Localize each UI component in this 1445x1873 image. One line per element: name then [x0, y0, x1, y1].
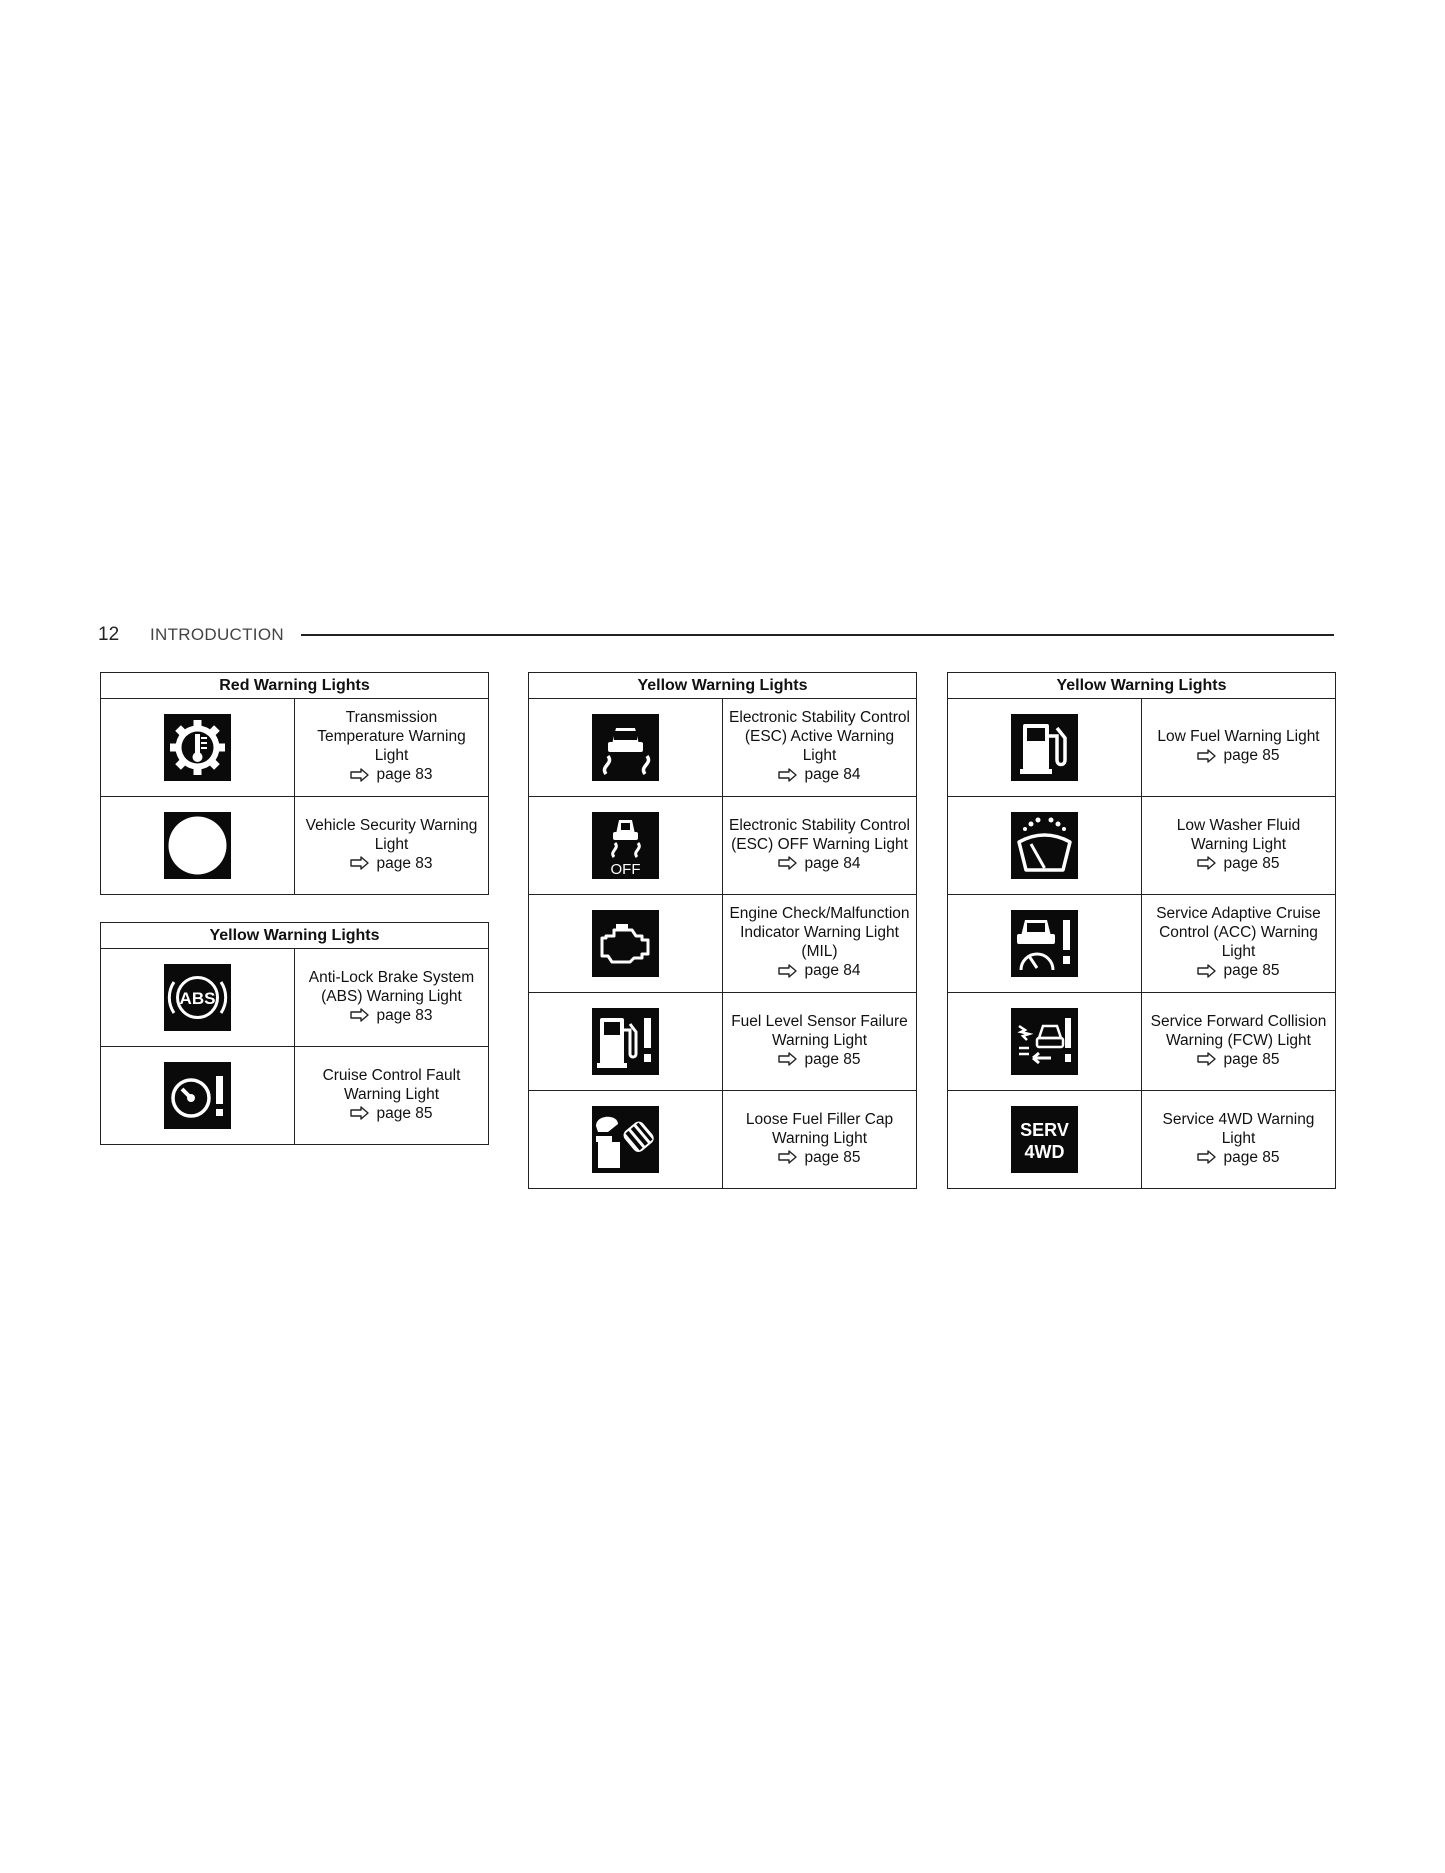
page-reference-text: page 83	[376, 1006, 433, 1024]
page-reference-text: page 85	[1223, 1148, 1280, 1166]
arrow-right-icon	[778, 1052, 798, 1066]
vehicle-security-icon	[164, 812, 231, 879]
table-row	[948, 993, 1336, 1091]
loose-fuel-cap-icon	[592, 1106, 659, 1173]
page-reference-text: page 83	[376, 854, 433, 872]
low-washer-fluid-icon	[1011, 812, 1078, 879]
page-reference-text: page 84	[804, 854, 861, 872]
esc-off-icon-text: OFF	[610, 861, 641, 878]
warning-light-label: Fuel Level Sensor Failure Warning Light	[731, 1012, 908, 1049]
page-header	[98, 622, 1334, 650]
page-reference-text: page 85	[1223, 747, 1280, 765]
page-reference-link[interactable]	[1197, 961, 1279, 980]
table-row	[101, 949, 489, 1047]
arrow-right-icon	[778, 856, 798, 870]
table-row	[948, 1091, 1336, 1189]
table-title: Yellow Warning Lights	[101, 923, 489, 949]
warning-light-label: Engine Check/Malfunction Indicator Warning Light (MIL)	[729, 905, 910, 961]
service-4wd-icon-serv: SERV	[1020, 1120, 1069, 1140]
cruise-control-fault-icon	[164, 1062, 231, 1129]
page-reference-link[interactable]	[1197, 1050, 1279, 1069]
transmission-temperature-icon	[164, 714, 231, 781]
arrow-right-icon	[1197, 749, 1217, 763]
arrow-right-icon	[1197, 856, 1217, 870]
warning-light-label: Anti-Lock Brake System (ABS) Warning Light	[308, 968, 475, 1005]
warning-light-label: Low Washer Fluid Warning Light	[1176, 816, 1301, 853]
arrow-right-icon	[1197, 964, 1217, 978]
table-row	[101, 797, 489, 895]
warning-light-label: Vehicle Security Warning Light	[305, 816, 478, 853]
page-reference-link[interactable]	[778, 961, 860, 980]
table-row	[948, 797, 1336, 895]
esc-active-icon	[592, 714, 659, 781]
arrow-right-icon	[1197, 1150, 1217, 1164]
engine-check-icon	[592, 910, 659, 977]
arrow-right-icon	[350, 856, 370, 870]
page-reference-link[interactable]	[778, 1148, 860, 1167]
page-reference-link[interactable]	[350, 854, 432, 873]
red-warning-lights-table	[100, 672, 489, 895]
page-reference-text: page 85	[804, 1148, 861, 1166]
table-row	[529, 699, 917, 797]
service-4wd-icon	[1011, 1106, 1078, 1173]
arrow-right-icon	[778, 1150, 798, 1164]
table-row	[529, 797, 917, 895]
abs-icon	[164, 964, 231, 1031]
table-row	[101, 1047, 489, 1145]
page-reference-text: page 83	[376, 766, 433, 784]
page-reference-link[interactable]	[778, 854, 860, 873]
table-row	[948, 699, 1336, 797]
table-title: Red Warning Lights	[101, 673, 489, 699]
arrow-right-icon	[350, 1008, 370, 1022]
table-row	[101, 699, 489, 797]
warning-light-label: Service Forward Collision Warning (FCW) Light	[1150, 1012, 1327, 1049]
low-fuel-icon	[1011, 714, 1078, 781]
page-reference-link[interactable]	[350, 1006, 432, 1025]
table-row	[529, 1091, 917, 1189]
table-row	[529, 993, 917, 1091]
page-reference-text: page 85	[1223, 854, 1280, 872]
warning-light-label: Low Fuel Warning Light	[1157, 728, 1320, 746]
page-reference-text: page 85	[1223, 962, 1280, 980]
page-reference-link[interactable]	[1197, 746, 1279, 765]
yellow-warning-lights-table-middle	[528, 672, 917, 1189]
abs-icon-text: ABS	[179, 989, 216, 1008]
page-reference-link[interactable]	[350, 1104, 432, 1123]
service-acc-icon	[1011, 910, 1078, 977]
page-reference-text: page 85	[1223, 1050, 1280, 1068]
warning-light-label: Service 4WD Warning Light	[1162, 1110, 1315, 1147]
arrow-right-icon	[778, 964, 798, 978]
esc-off-icon	[592, 812, 659, 879]
arrow-right-icon	[778, 768, 798, 782]
page-reference-text: page 85	[804, 1050, 861, 1068]
fuel-sensor-failure-icon	[592, 1008, 659, 1075]
section-title: INTRODUCTION	[150, 625, 284, 644]
warning-light-label: Service Adaptive Cruise Control (ACC) Warning Light	[1156, 905, 1321, 961]
yellow-warning-lights-table-right	[947, 672, 1336, 1189]
page-reference-text: page 84	[804, 962, 861, 980]
arrow-right-icon	[350, 768, 370, 782]
page-reference-link[interactable]	[778, 765, 860, 784]
page-reference-link[interactable]	[350, 765, 432, 784]
warning-light-label: Transmission Temperature Warning Light	[317, 709, 466, 765]
table-title: Yellow Warning Lights	[529, 673, 917, 699]
warning-light-label: Electronic Stability Control (ESC) OFF Warning Light	[729, 816, 910, 853]
yellow-warning-lights-table-left	[100, 922, 489, 1145]
warning-light-label: Electronic Stability Control (ESC) Active Warning Light	[729, 709, 910, 765]
page-reference-link[interactable]	[1197, 1148, 1279, 1167]
table-title: Yellow Warning Lights	[948, 673, 1336, 699]
service-fcw-icon	[1011, 1008, 1078, 1075]
page-reference-link[interactable]	[778, 1050, 860, 1069]
warning-light-label: Loose Fuel Filler Cap Warning Light	[745, 1110, 894, 1147]
arrow-right-icon	[350, 1106, 370, 1120]
page-number: 12	[98, 624, 120, 645]
page-reference-link[interactable]	[1197, 854, 1279, 873]
page-reference-text: page 84	[804, 766, 861, 784]
warning-light-label: Cruise Control Fault Warning Light	[322, 1066, 461, 1103]
table-row	[948, 895, 1336, 993]
page-reference-text: page 85	[376, 1104, 433, 1122]
service-4wd-icon-4wd: 4WD	[1024, 1142, 1065, 1162]
arrow-right-icon	[1197, 1052, 1217, 1066]
header-rule	[301, 634, 1334, 636]
table-row	[529, 895, 917, 993]
